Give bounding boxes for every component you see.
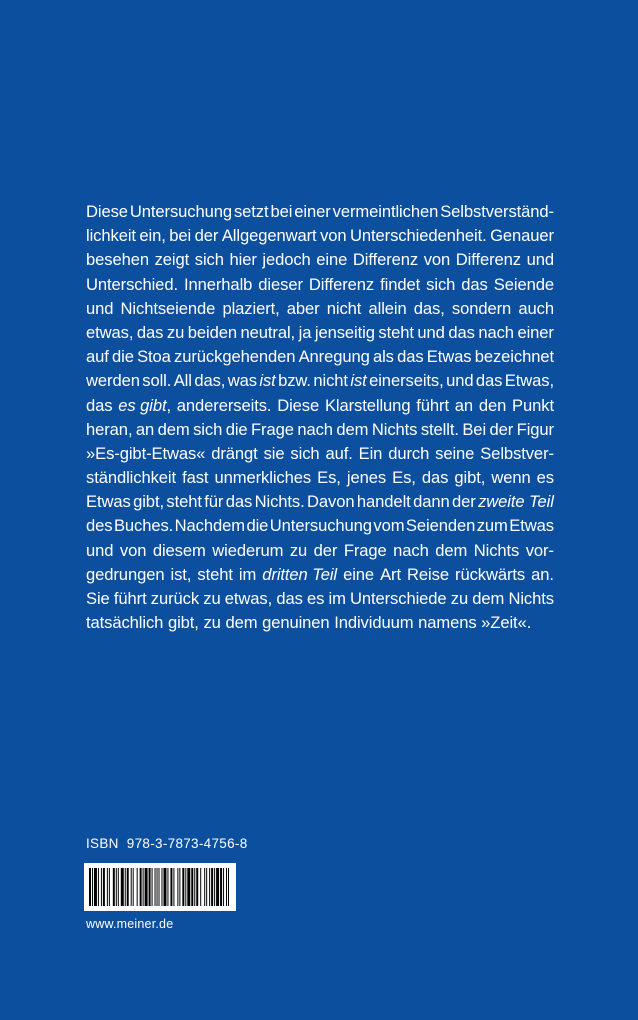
blurb-word: Es, (317, 468, 341, 488)
blurb-word: wenn (491, 468, 531, 488)
blurb-word: und (446, 371, 474, 391)
blurb-word: und (526, 250, 554, 270)
blurb-word: was (227, 371, 257, 391)
blurb-word-italic: dritten Teil (262, 564, 338, 584)
barcode-bar (196, 868, 198, 906)
blurb-word: gibt, (133, 492, 164, 512)
blurb-word: dem (435, 540, 468, 560)
blurb-word: etwas, (224, 589, 273, 608)
barcode-bar (220, 868, 222, 906)
barcode-bar (107, 868, 108, 906)
blurb-line (86, 442, 554, 466)
blurb-word: stellt. (420, 419, 459, 439)
blurb-line (86, 514, 554, 538)
blurb-word: vom (373, 516, 405, 536)
blurb-punct: , (166, 395, 171, 415)
barcode-bar (216, 868, 219, 906)
blurb-text (86, 200, 554, 635)
blurb-word: Genauer (490, 226, 554, 246)
barcode-bar (191, 868, 193, 906)
barcode-bar (200, 868, 201, 906)
blurb-word: gibt, (454, 468, 486, 488)
blurb-word: Seiende (493, 274, 554, 294)
blurb-word: Punkt (512, 395, 554, 415)
blurb-word: auch (518, 298, 554, 318)
blurb-word: bzw. (278, 371, 311, 391)
blurb-word: auf (86, 347, 109, 367)
blurb-line (86, 418, 554, 442)
blurb-word: ist, (170, 564, 192, 584)
blurb-word: beiden (187, 322, 237, 342)
blurb-word: vor- (525, 540, 554, 560)
blurb-word: ständlichkeit (86, 468, 177, 488)
blurb-word: Differenz (455, 250, 521, 270)
blurb-word: bei (270, 202, 293, 221)
blurb-line (86, 563, 554, 587)
blurb-word: führt (416, 395, 449, 415)
blurb-word: durch (388, 443, 430, 463)
blurb-word: dann (413, 492, 450, 512)
blurb-word: eine (343, 564, 375, 584)
blurb-word: aber (286, 298, 320, 318)
blurb-word: Unterschiede (349, 589, 447, 608)
blurb-word: Etwas (509, 516, 554, 536)
blurb-word: Frage (251, 419, 294, 439)
blurb-word: die (225, 419, 248, 439)
blurb-word: der (194, 226, 219, 246)
blurb-word: zu (289, 540, 308, 560)
blurb-word: setzt (233, 202, 269, 221)
blurb-word: auf. (325, 443, 353, 463)
blurb-word: »Zeit«. (481, 613, 532, 633)
blurb-word: und (86, 540, 114, 560)
blurb-word-italic: es gibt (118, 395, 167, 415)
barcode-bar (116, 868, 117, 906)
barcode-bar (177, 868, 178, 906)
blurb-word: Nichts. (254, 492, 305, 512)
blurb-word: des (86, 516, 113, 536)
blurb-word: Diese (86, 202, 128, 221)
blurb-word: zu (203, 613, 221, 633)
blurb-word (262, 563, 337, 587)
blurb-word: das (421, 468, 449, 488)
blurb-word: Selbstver- (480, 443, 554, 463)
barcode (84, 863, 236, 911)
blurb-word: das (276, 589, 303, 608)
barcode-bar (113, 868, 115, 906)
blurb-word: an (454, 395, 474, 415)
blurb-word: Unterschied. (86, 274, 178, 294)
blurb-word: das, (194, 371, 226, 391)
barcode-bar (211, 868, 213, 906)
barcode-bar (145, 868, 148, 906)
blurb-line (86, 297, 554, 321)
blurb-word: Sie (86, 589, 110, 608)
blurb-word: neutral, (240, 322, 296, 342)
blurb-word: findet (380, 274, 421, 294)
blurb-word: nicht (313, 371, 348, 391)
blurb-word: dieser (258, 274, 303, 294)
blurb-word: eine (316, 250, 348, 270)
blurb-word: das (225, 492, 253, 512)
blurb-word: an. (531, 564, 554, 584)
blurb-line (86, 394, 554, 418)
blurb-word: rückwärts (455, 564, 526, 584)
blurb-word: wiederum (212, 540, 284, 560)
blurb-word: einer (294, 202, 331, 221)
blurb-word: zu (450, 589, 469, 608)
blurb-word: der (489, 419, 514, 439)
barcode-bar (161, 868, 162, 906)
blurb-word: der (452, 492, 476, 512)
barcode-bar (167, 868, 168, 906)
barcode-bar (149, 868, 151, 906)
blurb-word: werden (86, 371, 140, 391)
blurb-word: nach (393, 540, 429, 560)
blurb-word: Innerhalb (183, 274, 253, 294)
barcode-bar (194, 868, 195, 906)
blurb-word: Bei (462, 419, 487, 439)
blurb-word: Nichtseiende (120, 298, 216, 318)
barcode-bar (94, 868, 97, 906)
blurb-word: sich (290, 443, 320, 463)
barcode-bar (137, 868, 138, 906)
blurb-word: Etwas, (504, 371, 554, 391)
barcode-bar (170, 868, 172, 906)
blurb-word: als (372, 347, 394, 367)
barcode-bar (118, 868, 119, 906)
blurb-line (86, 321, 554, 345)
barcode-bar (152, 868, 153, 906)
blurb-line (86, 539, 554, 563)
blurb-word: Frage (343, 540, 387, 560)
blurb-word: plaziert, (222, 298, 280, 318)
blurb-word: heran, (86, 419, 133, 439)
blurb-word (259, 369, 275, 393)
blurb-line (86, 490, 554, 514)
blurb-word: einerseits, (369, 371, 444, 391)
blurb-word: Individuum (334, 613, 414, 633)
blurb-word: von (119, 540, 147, 560)
blurb-word: zu (166, 322, 185, 342)
blurb-word: dem (336, 419, 369, 439)
blurb-word: das (397, 347, 424, 367)
barcode-bar (155, 868, 156, 906)
blurb-word: Untersuchung (129, 202, 233, 221)
blurb-word-italic: ist (259, 371, 276, 391)
blurb-word: drängt (211, 443, 258, 463)
blurb-word: fast (182, 468, 209, 488)
blurb-word: zeigt (154, 250, 190, 270)
barcode-bar (204, 868, 205, 906)
barcode-bar (163, 868, 166, 906)
barcode-bar (159, 868, 160, 906)
blurb-word: zum (476, 516, 508, 536)
blurb-word: dem (157, 419, 190, 439)
barcode-bar (98, 868, 99, 906)
blurb-word: Ein (358, 443, 383, 463)
blurb-word: »Es-gibt-Etwas« (86, 443, 206, 463)
barcode-bar (179, 868, 180, 906)
barcode-bar (103, 868, 105, 906)
blurb-word: Selbstverständ- (440, 202, 554, 221)
barcode-bar (173, 868, 174, 906)
blurb-word: Buches. (113, 516, 174, 536)
barcode-bar (140, 868, 142, 906)
blurb-word: allein (368, 298, 407, 318)
barcode-bar (121, 868, 124, 906)
blurb-word: Allgegenwart (221, 226, 317, 246)
blurb-word: bei (169, 226, 192, 246)
blurb-word: Stoa (137, 347, 171, 367)
blurb-word: Figur (516, 419, 554, 439)
blurb-word: nach (478, 322, 514, 342)
barcode-bar (92, 868, 93, 906)
blurb-word: etwas, (86, 322, 134, 342)
blurb-word: Nichts (508, 589, 554, 608)
blurb-word: steht (166, 492, 202, 512)
blurb-word: einer (517, 322, 554, 342)
blurb-word: genuinen (262, 613, 330, 633)
blurb-word: das (475, 371, 503, 391)
blurb-word: dem (225, 613, 258, 633)
barcode-bar (131, 868, 132, 906)
blurb-word: handelt (356, 492, 411, 512)
blurb-word: für (204, 492, 224, 512)
blurb-line (86, 369, 554, 393)
blurb-line (86, 466, 554, 490)
blurb-word: sich (193, 419, 223, 439)
blurb-word (350, 369, 366, 393)
blurb-word: steht (378, 322, 414, 342)
blurb-word: gedrungen (86, 564, 165, 584)
blurb-word: nicht (326, 298, 362, 318)
blurb-word: sondern (451, 298, 512, 318)
barcode-bar (125, 868, 126, 906)
blurb-line (86, 200, 554, 224)
blurb-word: Differenz (308, 274, 375, 294)
blurb-word: von (423, 250, 451, 270)
barcode-bar (209, 868, 210, 906)
blurb-word: an (135, 419, 155, 439)
blurb-word-italic: zweite Teil (478, 492, 554, 512)
blurb-word: diesem (152, 540, 206, 560)
blurb-word (478, 490, 554, 514)
barcode-bar (101, 868, 102, 906)
blurb-word: soll. (142, 371, 172, 391)
blurb-word: den (478, 395, 507, 415)
blurb-word: nach (297, 419, 333, 439)
blurb-word: sich (194, 250, 224, 270)
barcode-bar (143, 868, 144, 906)
blurb-word: Nichts (371, 419, 418, 439)
blurb-word: gibt, (167, 613, 199, 633)
blurb-line (86, 248, 554, 272)
blurb-line (86, 224, 554, 248)
blurb-word: und (86, 298, 114, 318)
blurb-word: das (448, 322, 475, 342)
blurb-word: das, (413, 298, 445, 318)
blurb-word: Davon (307, 492, 355, 512)
barcode-bar (109, 868, 110, 906)
blurb-word: das (461, 274, 488, 294)
blurb-word (118, 394, 171, 418)
barcode-bar (127, 868, 129, 906)
blurb-word: sie (263, 443, 285, 463)
barcode-bars (89, 868, 231, 906)
blurb-word: zurückgehenden (174, 347, 296, 367)
blurb-word: Nichts (473, 540, 520, 560)
blurb-word: Diese (277, 395, 320, 415)
blurb-word: Untersuchung (269, 516, 372, 536)
blurb-word: All (173, 371, 192, 391)
blurb-word: jenes (346, 468, 387, 488)
barcode-bar (133, 868, 134, 906)
blurb-line (86, 345, 554, 369)
blurb-word: hier (229, 250, 257, 270)
blurb-word: ein, (139, 226, 166, 246)
blurb-word: und (417, 322, 445, 342)
blurb-word: die (246, 516, 269, 536)
barcode-bar (185, 868, 186, 906)
blurb-word: zurück (150, 589, 200, 608)
blurb-word: im (328, 589, 346, 608)
blurb-word: dem (472, 589, 505, 608)
blurb-word: ja (298, 322, 312, 342)
publisher-website: www.meiner.de (86, 917, 174, 931)
blurb-word: die (112, 347, 134, 367)
barcode-bar (89, 868, 91, 906)
blurb-word: besehen (86, 250, 149, 270)
blurb-word: zu (203, 589, 221, 608)
blurb-word: führt (113, 589, 147, 608)
blurb-word: Reise (407, 564, 449, 584)
blurb-word: Differenz (352, 250, 419, 270)
blurb-word: das (86, 395, 113, 415)
barcode-bar (206, 868, 207, 906)
barcode-bar (223, 868, 224, 906)
barcode-bar (157, 868, 158, 906)
blurb-word: bezeichnet (474, 347, 554, 367)
barcode-bar (187, 868, 190, 906)
blurb-word: namens (418, 613, 477, 633)
blurb-word: andererseits. (176, 395, 272, 415)
blurb-word: der (313, 540, 338, 560)
blurb-word: Klarstellung (324, 395, 411, 415)
blurb-word: Es, (392, 468, 416, 488)
blurb-line (86, 273, 554, 297)
blurb-word: vermeintlichen (332, 202, 439, 221)
blurb-word: steht (197, 564, 233, 584)
blurb-word: Unterschiedenheit. (350, 226, 487, 246)
barcode-bar (214, 868, 215, 906)
blurb-word: das (136, 322, 164, 342)
barcode-bar (226, 868, 227, 906)
blurb-word: Anregung (298, 347, 370, 367)
blurb-word: Etwas (426, 347, 472, 367)
blurb-word: Etwas (86, 492, 131, 512)
blurb-word: es (536, 468, 554, 488)
blurb-word: von (320, 226, 347, 246)
blurb-word: lichkeit (86, 226, 136, 246)
blurb-line (86, 587, 554, 611)
blurb-word: Nachdem (174, 516, 245, 536)
blurb-word: tatsächlich (86, 613, 164, 633)
blurb-word: jenseitig (314, 322, 375, 342)
blurb-word: jedoch (262, 250, 311, 270)
blurb-word: im (238, 564, 257, 584)
barcode-bar (228, 868, 229, 906)
blurb-word: Art (380, 564, 401, 584)
isbn-number: ISBN 978-3-7873-4756-8 (86, 836, 248, 851)
blurb-word: es (306, 589, 325, 608)
blurb-word: Seienden (405, 516, 476, 536)
blurb-word-italic: ist (350, 371, 367, 391)
blurb-word: unmerkliches (214, 468, 312, 488)
blurb-line (86, 611, 554, 635)
blurb-word: sich (426, 274, 456, 294)
blurb-word: seine (435, 443, 475, 463)
barcode-bar (182, 868, 184, 906)
